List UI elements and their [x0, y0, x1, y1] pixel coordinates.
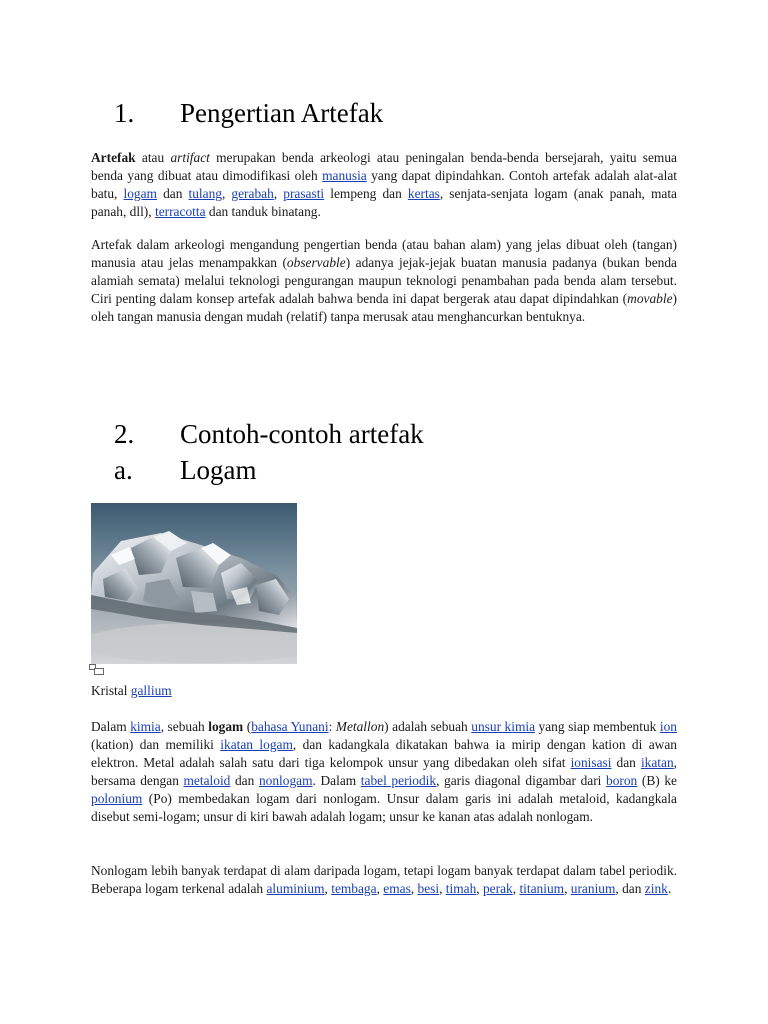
text-span: (B) ke: [637, 773, 677, 788]
link-logam[interactable]: logam: [123, 186, 157, 201]
heading-number: a.: [114, 455, 133, 485]
text-span: ) adanya jejak-jejak buatan manusia padanya (bukan benda alamiah semata) melalui teknologi pengurangan maupun teknologi penambahan pada benda alam tersebut. Ciri penting dalam konsep artefak adalah bahwa benda ini dapat bergerak atau dapat dipindahkan (: [91, 255, 677, 306]
link-tulang[interactable]: tulang: [188, 186, 222, 201]
link-metaloid[interactable]: metaloid: [183, 773, 231, 788]
text-span: atau: [135, 150, 171, 165]
paragraph-artefak-definition: [91, 149, 677, 221]
heading-contoh-artefak: [114, 418, 424, 450]
link-ikatan[interactable]: ikatan: [640, 755, 674, 770]
gallium-crystal-image[interactable]: [91, 503, 297, 664]
text-span: merupakan benda arkeologi atau peningalan benda-benda bersejarah, yaitu semua benda yang dibuat atau dimodifikasi oleh: [91, 150, 677, 183]
text-span: Dalam: [91, 719, 131, 734]
text-span: ,: [564, 881, 571, 896]
text-span: ,: [410, 881, 418, 896]
link-gerabah[interactable]: gerabah: [231, 186, 274, 201]
text-span: ,: [376, 881, 384, 896]
link-polonium[interactable]: polonium: [91, 791, 143, 806]
link-kimia[interactable]: kimia: [130, 719, 161, 734]
link-aluminium[interactable]: aluminium: [266, 881, 325, 896]
caption-text: Kristal: [91, 683, 131, 698]
text-span: ,: [439, 881, 446, 896]
link-ionisasi[interactable]: ionisasi: [570, 755, 612, 770]
text-span: ,: [273, 186, 284, 201]
text-span: ) oleh tangan manusia dengan mudah (relatif) tanpa merusak atau menghancurkan bentuknya.: [91, 291, 677, 324]
gallium-crystal-drawing: [91, 503, 297, 664]
link-kertas[interactable]: kertas: [407, 186, 440, 201]
text-span: :: [328, 719, 336, 734]
link-uranium[interactable]: uranium: [570, 881, 616, 896]
link-timah[interactable]: timah: [445, 881, 477, 896]
link-boron[interactable]: boron: [606, 773, 638, 788]
paragraph-logam-definition: [91, 718, 677, 826]
link-terracotta[interactable]: terracotta: [154, 204, 206, 219]
text-span: , dan kadangkala dikatakan bahwa ia mirip dengan kation di awan elektron. Metal adalah salah satu dari tiga kelompok unsur yang dibedakan oleh sifat: [91, 737, 677, 770]
heading-pengertian-artefak: [114, 97, 383, 129]
text-span: dan tanduk binatang.: [205, 204, 321, 219]
link-prasasti[interactable]: prasasti: [283, 186, 325, 201]
heading-number: 1.: [114, 98, 135, 128]
image-caption: [91, 682, 172, 700]
text-span: , garis diagonal digambar dari: [436, 773, 607, 788]
text-span: , bersama dengan: [91, 755, 678, 788]
term-movable: movable: [627, 291, 673, 306]
link-bahasa-yunani[interactable]: bahasa Yunani: [251, 719, 329, 734]
text-span: (: [243, 719, 252, 734]
link-nonlogam[interactable]: nonlogam: [258, 773, 313, 788]
text-span: , senjata-senjata logam (anak panah, mata panah, dll),: [91, 186, 678, 219]
term-artefak: Artefak: [91, 150, 136, 165]
link-emas[interactable]: emas: [383, 881, 411, 896]
heading-logam: [114, 454, 256, 486]
link-ion[interactable]: ion: [659, 719, 677, 734]
text-span: Artefak dalam arkeologi mengandung pengertian benda (atau bahan alam) yang jelas dibuat oleh (tangan) manusia atau jelas menampakkan (: [91, 237, 677, 270]
heading-number: 2.: [114, 419, 135, 449]
text-span: ,: [221, 186, 232, 201]
term-artifact: artifact: [170, 150, 210, 165]
text-span: ,: [512, 881, 520, 896]
heading-title: Contoh-contoh artefak: [180, 419, 424, 449]
text-span: ) adalah sebuah: [384, 719, 472, 734]
link-besi[interactable]: besi: [417, 881, 440, 896]
text-span: , sebuah: [160, 719, 209, 734]
link-tabel-periodik[interactable]: tabel periodik: [360, 773, 437, 788]
image-resize-icon[interactable]: [89, 664, 105, 676]
text-span: yang siap membentuk: [535, 719, 660, 734]
link-perak[interactable]: perak: [482, 881, 513, 896]
link-titanium[interactable]: titanium: [519, 881, 565, 896]
heading-title: Pengertian Artefak: [180, 98, 384, 128]
text-span: Nonlogam lebih banyak terdapat di alam daripada logam, tetapi logam banyak terdapat dalam tabel periodik. Beberapa logam terkenal adalah: [91, 863, 677, 896]
link-gallium[interactable]: gallium: [130, 683, 172, 698]
text-span: ,: [324, 881, 332, 896]
heading-title: Logam: [180, 455, 257, 485]
link-ikatan-logam[interactable]: ikatan logam: [220, 737, 293, 752]
term-observable: observable: [286, 255, 346, 270]
text-span: dan: [230, 773, 259, 788]
link-zink[interactable]: zink: [644, 881, 668, 896]
text-span: , dan: [615, 881, 645, 896]
text-span: . Dalam: [312, 773, 361, 788]
text-span: lempeng dan: [324, 186, 408, 201]
term-metallon: Metallon: [335, 719, 385, 734]
text-span: (Po) membedakan logam dari nonlogam. Unsur dalam garis ini adalah metaloid, kadangkala disebut semi-logam; unsur di kiri bawah adalah logam; unsur ke kanan atas adalah nonlogam.: [91, 791, 677, 824]
text-span: .: [667, 881, 672, 896]
link-unsur-kimia[interactable]: unsur kimia: [471, 719, 536, 734]
link-tembaga[interactable]: tembaga: [331, 881, 377, 896]
text-span: yang dapat dipindahkan. Contoh artefak adalah alat-alat batu,: [91, 168, 678, 201]
paragraph-artefak-arkeologi: [91, 236, 677, 326]
link-manusia[interactable]: manusia: [322, 168, 367, 183]
paragraph-logam-examples: [91, 862, 677, 898]
text-span: (kation) dan memiliki: [91, 737, 221, 752]
text-span: dan: [611, 755, 641, 770]
term-logam: logam: [208, 719, 244, 734]
text-span: dan: [156, 186, 189, 201]
text-span: ,: [476, 881, 483, 896]
